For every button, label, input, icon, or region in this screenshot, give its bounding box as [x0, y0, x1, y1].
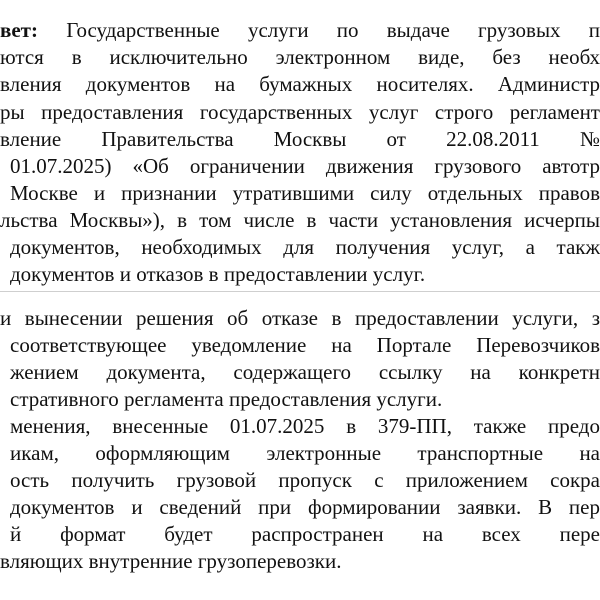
answer-label: вет: [0, 18, 38, 42]
paragraph-line [0, 20, 600, 41]
paragraph-line: икам, оформляющим электронные транспортные на [10, 441, 600, 465]
paragraph-line: жением документа, содержащего ссылку на конкретн [10, 360, 600, 384]
paragraph-line: соответствующее уведомление на Портале Перевозчиков [10, 333, 600, 357]
paragraph-line: ры предоставления государственных услуг строго регламент [0, 100, 600, 124]
paragraph-line: и вынесении решения об отказе в предоставлении услуги, з [0, 306, 600, 330]
paragraph-line: документов и сведений при формировании заявки. В пер [10, 495, 600, 519]
paragraph-line: стративного регламента предоставления услуги. [10, 387, 443, 411]
paragraph-line: й формат будет распространен на всех пере [10, 522, 600, 546]
section-divider [0, 291, 600, 292]
paragraph-line: ость получить грузовой пропуск с приложением сокра [10, 468, 600, 492]
paragraph-line: 01.07.2025) «Об ограничении движения грузового автотр [10, 154, 600, 178]
paragraph-line: вление Правительства Москвы от 22.08.2011 № [0, 127, 600, 151]
paragraph-text: Государственные услуги по выдаче грузовых п [66, 18, 600, 42]
paragraph-line: менения, внесенные 01.07.2025 в 379-ПП, также предо [10, 414, 600, 438]
paragraph-line: Москве и признании утратившими силу отдельных правов [10, 181, 600, 205]
paragraph-line: вления документов на бумажных носителях. Администр [0, 72, 600, 96]
paragraph-line: документов, необходимых для получения услуг, а такж [10, 235, 600, 259]
paragraph-line: ются в исключительно электронном виде, без необх [0, 45, 600, 69]
paragraph-line: льства Москвы»), в том числе в части установления исчерпы [0, 208, 600, 232]
paragraph-line: документов и отказов в предоставлении услуг. [10, 262, 426, 286]
paragraph-line: вляющих внутренние грузоперевозки. [0, 549, 342, 573]
